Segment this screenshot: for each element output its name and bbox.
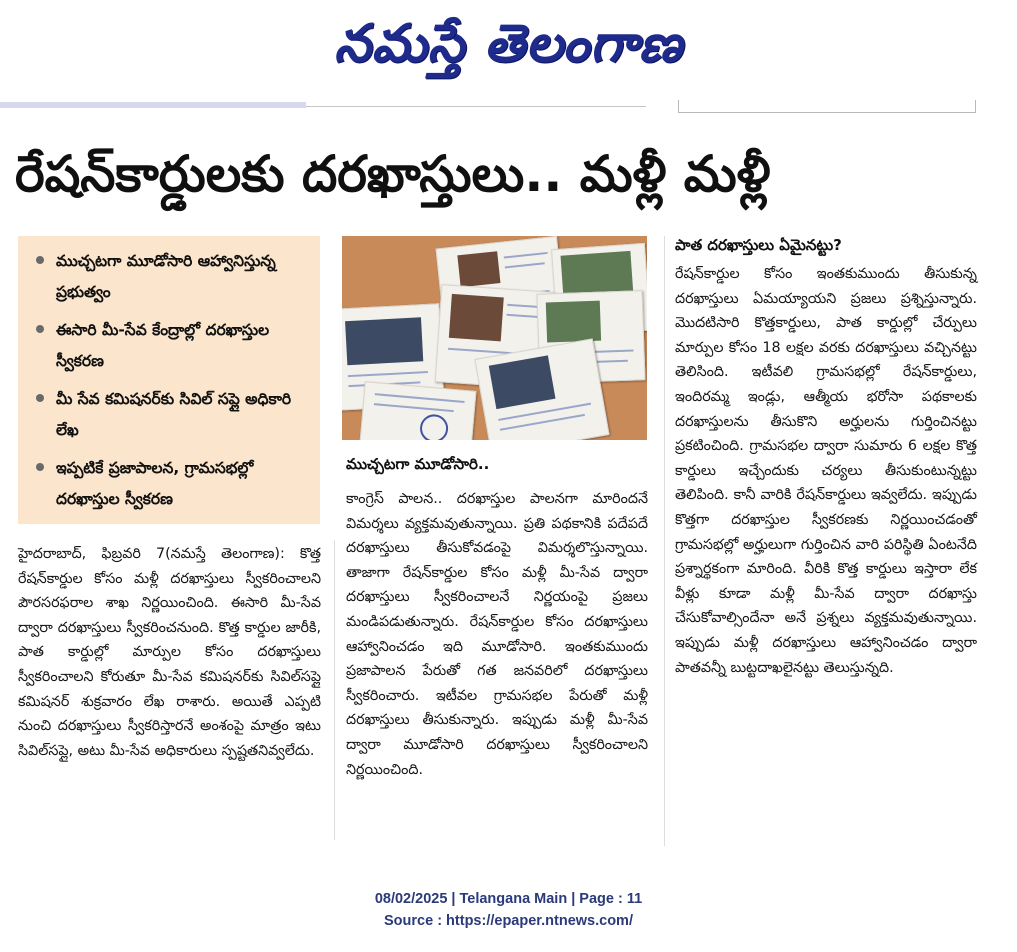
highlight-item [36,384,310,446]
highlight-text: ఈసారి మీ-సేవ కేంద్రాల్లో దరఖాస్తుల స్వీకరణ [56,321,270,370]
masthead-divider-right [678,112,976,113]
highlight-item [36,315,310,377]
highlight-text: ముచ్చటగా మూడోసారి ఆహ్వానిస్తున్న ప్రభుత్వం [56,252,276,301]
highlights-box [18,236,320,524]
masthead-divider-thin [306,106,646,107]
article-body-column-2: కాంగ్రెస్ పాలన.. దరఖాస్తుల పాలనగా మారిందనే విమర్శలు వ్యక్తమవుతున్నాయి. ప్రతి పథకానికి పదేపదే దరఖాస్తులు తీసుకోవడంపై విమర్శలొస్తున్నాయి. తాజాగా రేషన్‌కార్డుల కోసం మళ్లీ మీ-సేవ ద్వారా దరఖాస్తులు స్వీకరించాలనే నిర్ణయంపై ప్రజలు మండిపడుతున్నారు. రేషన్‌కార్డుల కోసం దరఖాస్తులు ఆహ్వానించడం ఇది మూడోసారి. ఇంతకుముందు ప్రజాపాలన పేరుతో గత జనవరిలో దరఖాస్తులు స్వీకరించారు. ఇటీవల గ్రామసభల పేరుతో మళ్లీ దరఖాస్తులు తీసుకున్నారు. ఇప్పుడు మళ్లీ మీ-సేవ ద్వారా మూడోసారి దరఖాస్తులు స్వీకరించాలని నిర్ణయించింది. [346,491,648,778]
masthead [0,0,1017,100]
highlight-item [36,246,310,308]
photo-caption: ముచ్చటగా మూడోసారి.. [346,455,490,473]
article-body-column-3: రేషన్‌కార్డుల కోసం ఇంతకుముందు తీసుకున్న దరఖాస్తులు ఏమయ్యాయని ప్రజలు ప్రశ్నిస్తున్నారు. మొదటిసారి కొత్తకార్డులు, పాత కార్డుల్లో చేర్పులు మార్పుల కోసం 18 లక్షల వరకు దరఖాస్తులు వచ్చినట్టు తెలిసింది. ఇటీవలి గ్రామసభల్లో రేషన్‌కార్డులు, ఇందిరమ్మ ఇండ్లు, ఆత్మీయ భరోసా పథకాలకు దరఖాస్తులను తీసుకొని అర్హులను గుర్తించినట్టు ప్రకటించింది. గ్రామసభల ద్వారా సుమారు 6 లక్షల కొత్త కార్డులు ఇచ్చేందుకు చర్యలు తీసుకుంటున్నట్టు తెలిపింది. కానీ వారికి రేషన్‌కార్డులు ఇవ్వలేదు. ఇప్పుడు కొత్తగా దరఖాస్తుల స్వీకరణకు నిర్ణయించడంతో గ్రామసభల్లో అర్హులుగా గుర్తించిన వారి పరిస్థితి ఏంటనేది ప్రశ్నార్థకంగా మారింది. వీరికి కొత్త కార్డులు ఇస్తారా లేక వీళ్లు కూడా మళ్లీ మీ-సేవ ద్వారా దరఖాస్తు చేసుకోవాల్సిందేనా అనే ప్రశ్నలు వ్యక్తమవుతున్నాయి. ఇప్పుడు మళ్లీ దరఖాస్తులు ఆహ్వానించడం ద్వారా పాతవన్నీ బుట్టదాఖలైనట్టు తెలుస్తున్నది. [675,266,977,676]
publication-info: 08/02/2025 | Telangana Main | Page : 11 [374,891,643,907]
article-photo [342,236,647,440]
section-subhead: పాత దరఖాస్తులు ఏమైనట్టు? [675,236,842,254]
column-divider [334,540,335,840]
bullet-icon [36,256,44,264]
newspaper-logo: నమస్తే తెలంగాణ [334,13,683,74]
masthead-divider-left [0,102,306,108]
article-body-column-1: హైదరాబాద్, ఫిబ్రవరి 7(నమస్తే తెలంగాణ): కొత్త రేషన్‌కార్డుల కోసం మళ్లీ దరఖాస్తులు స్వీకరించాలని పౌరసరఫరాల శాఖ నిర్ణయించింది. ఈసారి మీ-సేవ ద్వారా దరఖాస్తులు స్వీకరించనుంది. కొత్త కార్డుల జారీకి, పాత కార్డుల్లో మార్పుల కోసం దరఖాస్తులు స్వీకరించాలని కోరుతూ మీ-సేవ కమిషనర్‌కు సివిల్‌సప్లై కమిషనర్ శుక్రవారం లేఖ రాశారు. అయితే ఎప్పటి నుంచి దరఖాస్తులు స్వీకరిస్తారనే అంశంపై మాత్రం ఇటు సివిల్‌సప్లై, అటు మీ-సేవ అధికారులు స్పష్టతనివ్వలేదు. [18,546,321,759]
highlight-item [36,453,310,515]
article-headline: రేషన్‌కార్డులకు దరఖాస్తులు.. మళ్లీ మళ్లీ [15,145,771,203]
masthead-bracket-right [975,100,976,113]
page-footer [0,888,1017,932]
bullet-icon [36,394,44,402]
highlight-text: మీ సేవ కమిషనర్‌కు సివిల్ సప్లై అధికారి లేఖ [56,390,292,439]
column-divider [664,236,665,846]
highlight-text: ఇప్పటికే ప్రజాపాలన, గ్రామసభల్లో దరఖాస్తుల స్వీకరణ [56,459,254,508]
source-link[interactable]: Source : https://epaper.ntnews.com/ [384,913,633,929]
ration-card-image [360,381,477,440]
bullet-icon [36,325,44,333]
bullet-icon [36,463,44,471]
